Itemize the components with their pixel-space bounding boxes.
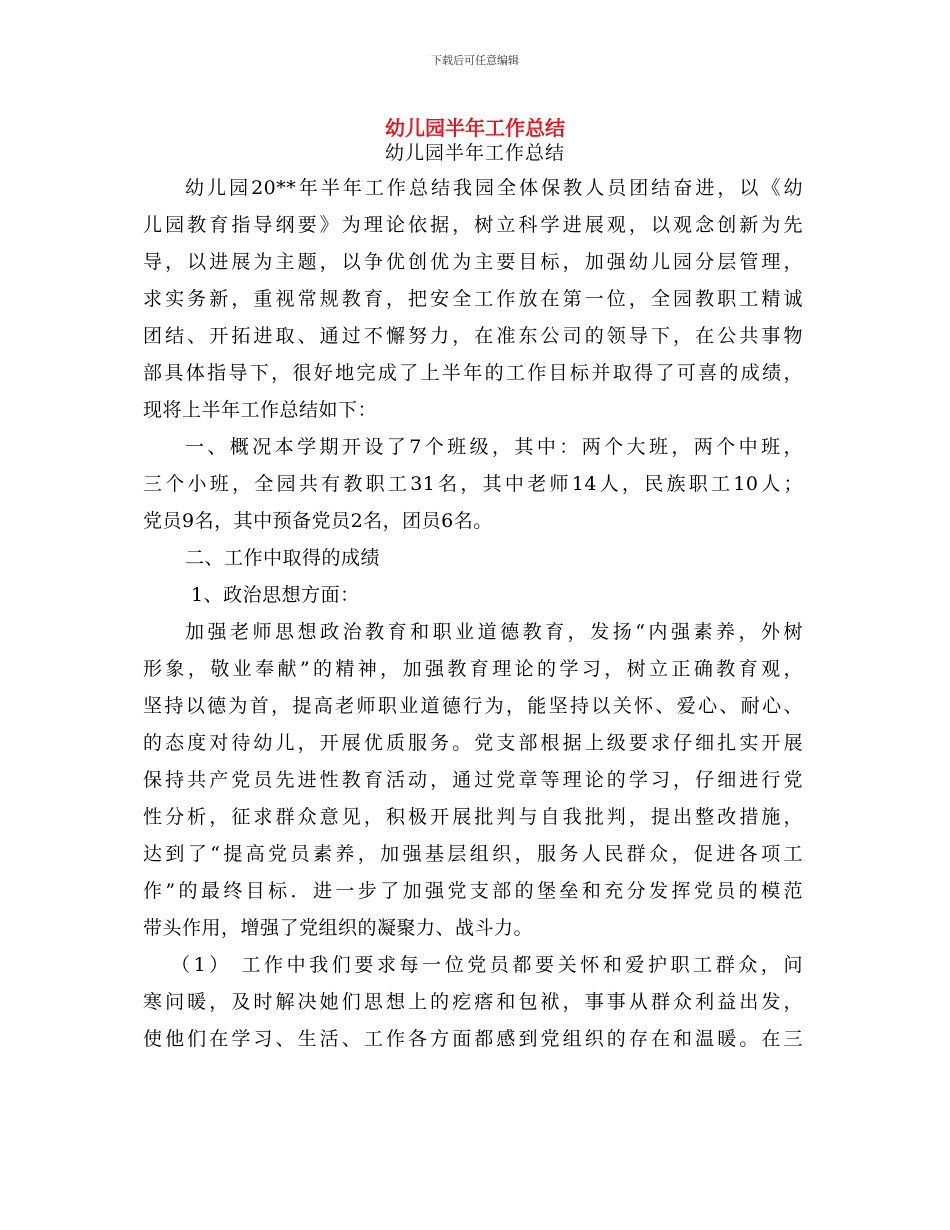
paragraph-line: 使他们在学习、生活、工作各方面都感到党组织的存在和温暖。在三 (143, 1028, 803, 1050)
paragraph-line: 现将上半年工作总结如下： (143, 399, 378, 421)
paragraph-line: （1） 工作中我们要求每一位党员都要关怀和爱护职工群众，问 (171, 954, 803, 976)
paragraph-line: 寒问暖，及时解决她们思想上的疙瘩和包袱，事事从群众利益出发， (143, 991, 803, 1013)
paragraph-line: 求实务新，重视常规教育，把安全工作放在第一位，全园教职工精诚 (143, 288, 803, 310)
paragraph-line: 一、概况本学期开设了7个班级，其中：两个大班，两个中班， (185, 436, 803, 458)
paragraph-line: 作”的最终目标．进一步了加强党支部的堡垒和充分发挥党员的模范 (143, 880, 803, 902)
paragraph-line: 加强老师思想政治教育和职业道德教育，发扬“内强素养，外树 (185, 621, 803, 643)
paragraph-line: 导，以进展为主题，以争优创优为主要目标，加强幼儿园分层管理， (143, 251, 803, 273)
paragraph-line: 达到了“提高党员素养，加强基层组织，服务人民群众，促进各项工 (143, 843, 803, 865)
paragraph-line: 性分析，征求群众意见，积极开展批判与自我批判，提出整改措施， (143, 806, 803, 828)
paragraph-line: 带头作用，增强了党组织的凝聚力、战斗力。 (143, 917, 534, 939)
paragraph-line: 部具体指导下，很好地完成了上半年的工作目标并取得了可喜的成绩， (143, 362, 803, 384)
paragraph-line: 党员9名，其中预备党员2名，团员6名。 (143, 510, 493, 532)
paragraph-line: 形象，敬业奉献”的精神，加强教育理论的学习，树立正确教育观， (143, 658, 803, 680)
subsection-heading: 1、政治思想方面： (191, 584, 360, 606)
paragraph-line: 儿园教育指导纲要》为理论依据，树立科学进展观，以观念创新为先 (143, 214, 803, 236)
paragraph-line: 坚持以德为首，提高老师职业道德行为，能坚持以关怀、爱心、耐心、 (143, 695, 803, 717)
paragraph-line: 幼儿园20**年半年工作总结我园全体保教人员团结奋进，以《幼 (185, 177, 803, 199)
paragraph-line: 的态度对待幼儿，开展优质服务。党支部根据上级要求仔细扎实开展 (143, 732, 803, 754)
paragraph-line: 保持共产党员先进性教育活动，通过党章等理论的学习，仔细进行党 (143, 769, 803, 791)
paragraph-line: 团结、开拓进取、通过不懈努力，在准东公司的领导下，在公共事物 (143, 325, 803, 347)
page-header-note: 下载后可任意编辑 (431, 54, 519, 67)
document-title: 幼儿园半年工作总结 (384, 142, 565, 164)
document-title-red: 幼儿园半年工作总结 (385, 116, 565, 140)
document-body (143, 170, 803, 1058)
paragraph-line: 三个小班，全园共有教职工31名，其中老师14人，民族职工10人； (143, 473, 803, 495)
section-heading: 二、工作中取得的成绩 (185, 547, 381, 569)
